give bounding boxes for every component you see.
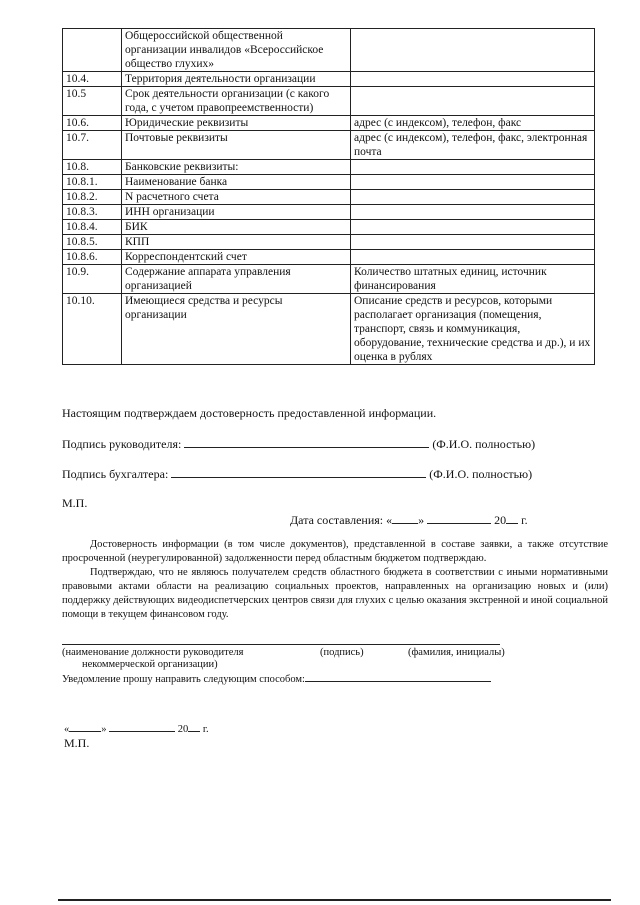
paragraph-reliability: Достоверность информации (в том числе документов), представленной в составе заявки, а также отсутствие просроченной (неурегулированной) задолженности перед областным бюджетом подтверждаю. [62, 539, 608, 564]
table-row [63, 87, 595, 116]
confirmation-text: Настоящим подтверждаем достоверность предоставленной информации. [62, 406, 437, 420]
compilation-date [290, 512, 528, 528]
row-value[interactable] [351, 190, 595, 205]
row-number: 10.8.6. [63, 250, 122, 265]
row-name: Содержание аппарата управления организацией [122, 265, 351, 294]
sign-date [64, 722, 209, 735]
table-row [63, 131, 595, 160]
row-number: 10.7. [63, 131, 122, 160]
row-number: 10.8.4. [63, 220, 122, 235]
row-value[interactable] [351, 250, 595, 265]
date-label: Дата составления: « [290, 513, 393, 527]
accountant-signature-field[interactable] [171, 466, 426, 478]
row-name: Банковские реквизиты: [122, 160, 351, 175]
row-value[interactable] [351, 175, 595, 190]
row-name: Имеющиеся средства и ресурсы организации [122, 294, 351, 365]
table-row [63, 175, 595, 190]
signature-hint: (подпись) [320, 647, 364, 658]
table-row [63, 294, 595, 365]
date-year: 20 [494, 513, 507, 527]
row-value[interactable]: адрес (с индексом), телефон, факс, электронная почта [351, 131, 595, 160]
notification-field[interactable] [305, 672, 491, 682]
date-day-field[interactable] [392, 512, 418, 524]
row-number: 10.6. [63, 116, 122, 131]
date-month-field[interactable] [427, 512, 491, 524]
row-value[interactable]: адрес (с индексом), телефон, факс [351, 116, 595, 131]
fio-hint: (фамилия, инициалы) [408, 647, 505, 658]
date-year-field[interactable] [506, 512, 518, 524]
table-row [63, 220, 595, 235]
notification-label: Уведомление прошу направить следующим способом: [62, 674, 305, 685]
page-bottom-border [58, 899, 611, 901]
row-number: 10.8.3. [63, 205, 122, 220]
row-value[interactable] [351, 160, 595, 175]
date-year-suffix: г. [521, 513, 528, 527]
sign-date-year: 20 [177, 724, 189, 735]
stamp-place-2: М.П. [64, 736, 90, 750]
date-quote-close: » [418, 513, 425, 527]
row-number: 10.10. [63, 294, 122, 365]
table-row [63, 265, 595, 294]
row-name: Почтовые реквизиты [122, 131, 351, 160]
sign-date-suffix: г. [202, 724, 209, 735]
row-value[interactable] [351, 220, 595, 235]
row-name: КПП [122, 235, 351, 250]
row-number: 10.8.5. [63, 235, 122, 250]
row-value[interactable] [351, 29, 595, 72]
row-number: 10.4. [63, 72, 122, 87]
row-value[interactable]: Описание средств и ресурсов, которыми располагает организация (помещения, транспорт, связь и коммуникация, оборудование, технические средства и др.), и их оценка в рублях [351, 294, 595, 365]
row-value[interactable]: Количество штатных единиц, источник финансирования [351, 265, 595, 294]
row-value[interactable] [351, 87, 595, 116]
table-row [63, 29, 595, 72]
table-row [63, 116, 595, 131]
accountant-signature-label: Подпись бухгалтера: [62, 467, 169, 481]
head-signature-label: Подпись руководителя: [62, 437, 182, 451]
row-number: 10.8. [63, 160, 122, 175]
table-row [63, 235, 595, 250]
row-name: БИК [122, 220, 351, 235]
position-hint-2: некоммерческой организации) [82, 659, 218, 670]
row-name: Общероссийской общественной организации инвалидов «Всероссийское общество глухих» [122, 29, 351, 72]
table-row [63, 160, 595, 175]
sign-date-day-field[interactable] [69, 722, 101, 732]
accountant-signature-hint: (Ф.И.О. полностью) [429, 467, 533, 481]
row-number: 10.5 [63, 87, 122, 116]
row-name: Наименование банка [122, 175, 351, 190]
table-row [63, 72, 595, 87]
row-number: 10.9. [63, 265, 122, 294]
table-row [63, 190, 595, 205]
row-number: 10.8.1. [63, 175, 122, 190]
row-name: N расчетного счета [122, 190, 351, 205]
sign-date-month-field[interactable] [109, 722, 175, 732]
row-value[interactable] [351, 205, 595, 220]
row-name: ИНН организации [122, 205, 351, 220]
table-row [63, 250, 595, 265]
paragraph-not-recipient: Подтверждаю, что не являюсь получателем средств областного бюджета в соответствии с иными нормативными правовыми актами области на реализацию социальных проектов, направленных на организацию новых и (или) поддержку действующих видеодиспетчерских центров связи для глухих с целью оказания экстренной и иной социальной помощи в текущем финансовом году. [62, 567, 608, 620]
head-signature-line [62, 436, 535, 452]
table-row [63, 205, 595, 220]
notification-line [62, 672, 491, 685]
row-name: Юридические реквизиты [122, 116, 351, 131]
stamp-place-1: М.П. [62, 496, 88, 510]
sign-date-year-field[interactable] [188, 722, 200, 732]
row-name: Срок деятельности организации (с какого года, с учетом правопреемственности) [122, 87, 351, 116]
row-number [63, 29, 122, 72]
sign-date-close: » [101, 724, 107, 735]
head-signature-field[interactable] [184, 436, 429, 448]
requisites-table [62, 28, 595, 365]
position-hint: (наименование должности руководителя [62, 647, 244, 658]
row-name: Территория деятельности организации [122, 72, 351, 87]
sign-date-open: « [64, 724, 70, 735]
row-value[interactable] [351, 72, 595, 87]
row-number: 10.8.2. [63, 190, 122, 205]
head-signature-hint: (Ф.И.О. полностью) [432, 437, 536, 451]
accountant-signature-line [62, 466, 532, 482]
signature-block-line[interactable] [62, 644, 500, 645]
row-name: Корреспондентский счет [122, 250, 351, 265]
row-value[interactable] [351, 235, 595, 250]
